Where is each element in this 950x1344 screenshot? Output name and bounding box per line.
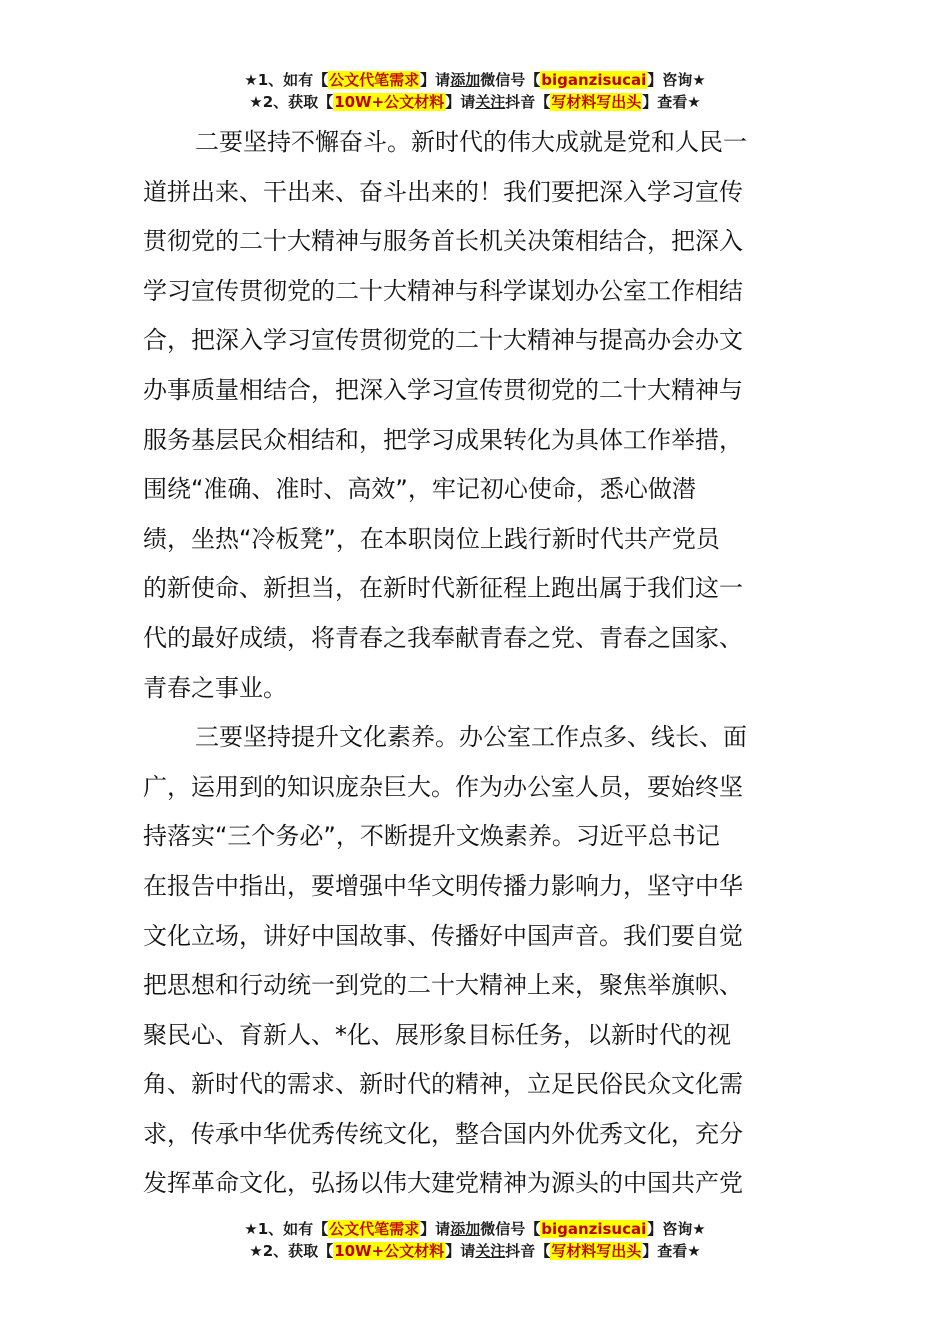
banner-line-1: [0, 69, 950, 91]
text-line: 办事质量相结合，把深入学习宣传贯彻党的二十大精神与: [143, 375, 743, 404]
banner-text: 】咨询★: [647, 71, 706, 89]
text-line: 青春之事业。: [143, 673, 287, 702]
text-line: 持落实“三个务必”，不断提升文焕素养。习近平总书记: [143, 822, 720, 851]
document-body: [143, 118, 811, 1209]
highlight-wechat-id: biganzisucai: [541, 71, 647, 89]
highlight-wechat-id: biganzisucai: [541, 1220, 647, 1238]
text-line: 贯彻党的二十大精神与服务首长机关决策相结合，把深入: [143, 227, 743, 256]
banner-text: 微信号【: [480, 71, 541, 89]
text-line: 文化立场，讲好中国故事、传播好中国声音。我们要自觉: [143, 921, 743, 950]
banner-text: 】请: [445, 1242, 476, 1260]
banner-text: 】请: [420, 1220, 451, 1238]
highlight-douyin-id: 写材料写出头: [551, 93, 642, 111]
paragraph-3: [143, 713, 811, 1209]
highlight-douyin-id: 写材料写出头: [551, 1242, 642, 1260]
text-line: 在报告中指出，要增强中华文明传播力影响力，坚守中华: [143, 871, 743, 900]
highlight-service: 公文代笔需求: [329, 1220, 420, 1238]
banner-text: ★1、如有【: [244, 71, 329, 89]
text-line: 广，运用到的知识庞杂巨大。作为办公室人员，要始终坚: [143, 772, 743, 801]
bottom-banner: [0, 1218, 950, 1262]
text-line: 围绕“准确、准时、高效”，牢记初心使命，悉心做潜: [143, 475, 696, 504]
banner-text: ★1、如有【: [244, 1220, 329, 1238]
underlined-follow: 关注: [475, 1242, 506, 1260]
banner-line-2: [0, 1240, 950, 1262]
banner-line-2: [0, 91, 950, 113]
banner-text: 】查看★: [642, 1242, 701, 1260]
banner-text: 】请: [420, 71, 451, 89]
banner-text: 微信号【: [480, 1220, 541, 1238]
text-line: 学习宣传贯彻党的二十大精神与科学谋划办公室工作相结: [143, 276, 743, 305]
banner-text: 】请: [445, 93, 476, 111]
text-line: 二要坚持不懈奋斗。新时代的伟大成就是党和人民一: [195, 128, 747, 156]
banner-text: 抖音【: [505, 93, 551, 111]
paragraph-2: [143, 118, 811, 713]
underlined-add: 添加: [450, 1220, 481, 1238]
text-line: 代的最好成绩，将青春之我奉献青春之党、青春之国家、: [143, 623, 743, 652]
text-line: 把思想和行动统一到党的二十大精神上来，聚焦举旗帜、: [143, 971, 743, 1000]
text-line: 求，传承中华优秀传统文化，整合国内外优秀文化，充分: [143, 1119, 743, 1148]
top-banner: [0, 69, 950, 113]
text-line: 服务基层民众相结和，把学习成果转化为具体工作举措，: [143, 425, 743, 454]
text-line: 角、新时代的需求、新时代的精神，立足民俗民众文化需: [143, 1070, 743, 1099]
text-line: 聚民心、育新人、*化、展形象目标任务，以新时代的视: [143, 1020, 731, 1049]
text-line: 三要坚持提升文化素养。办公室工作点多、线长、面: [195, 723, 747, 752]
text-line: 的新使命、新担当，在新时代新征程上跑出属于我们这一: [143, 574, 743, 603]
banner-text: 】查看★: [642, 93, 701, 111]
text-line: 道拼出来、干出来、奋斗出来的！我们要把深入学习宣传: [143, 177, 743, 206]
banner-text: 】咨询★: [647, 1220, 706, 1238]
text-line: 合，把深入学习宣传贯彻党的二十大精神与提高办会办文: [143, 326, 743, 355]
text-line: 发挥革命文化，弘扬以伟大建党精神为源头的中国共产党: [143, 1169, 743, 1198]
highlight-service: 公文代笔需求: [329, 71, 420, 89]
highlight-materials: 10W+公文材料: [334, 1242, 445, 1260]
banner-text: ★2、获取【: [249, 93, 334, 111]
underlined-add: 添加: [450, 71, 481, 89]
highlight-materials: 10W+公文材料: [334, 93, 445, 111]
banner-text: 抖音【: [505, 1242, 551, 1260]
text-line: 绩，坐热“冷板凳”，在本职岗位上践行新时代共产党员: [143, 524, 720, 553]
banner-text: ★2、获取【: [249, 1242, 334, 1260]
banner-line-1: [0, 1218, 950, 1240]
underlined-follow: 关注: [475, 93, 506, 111]
